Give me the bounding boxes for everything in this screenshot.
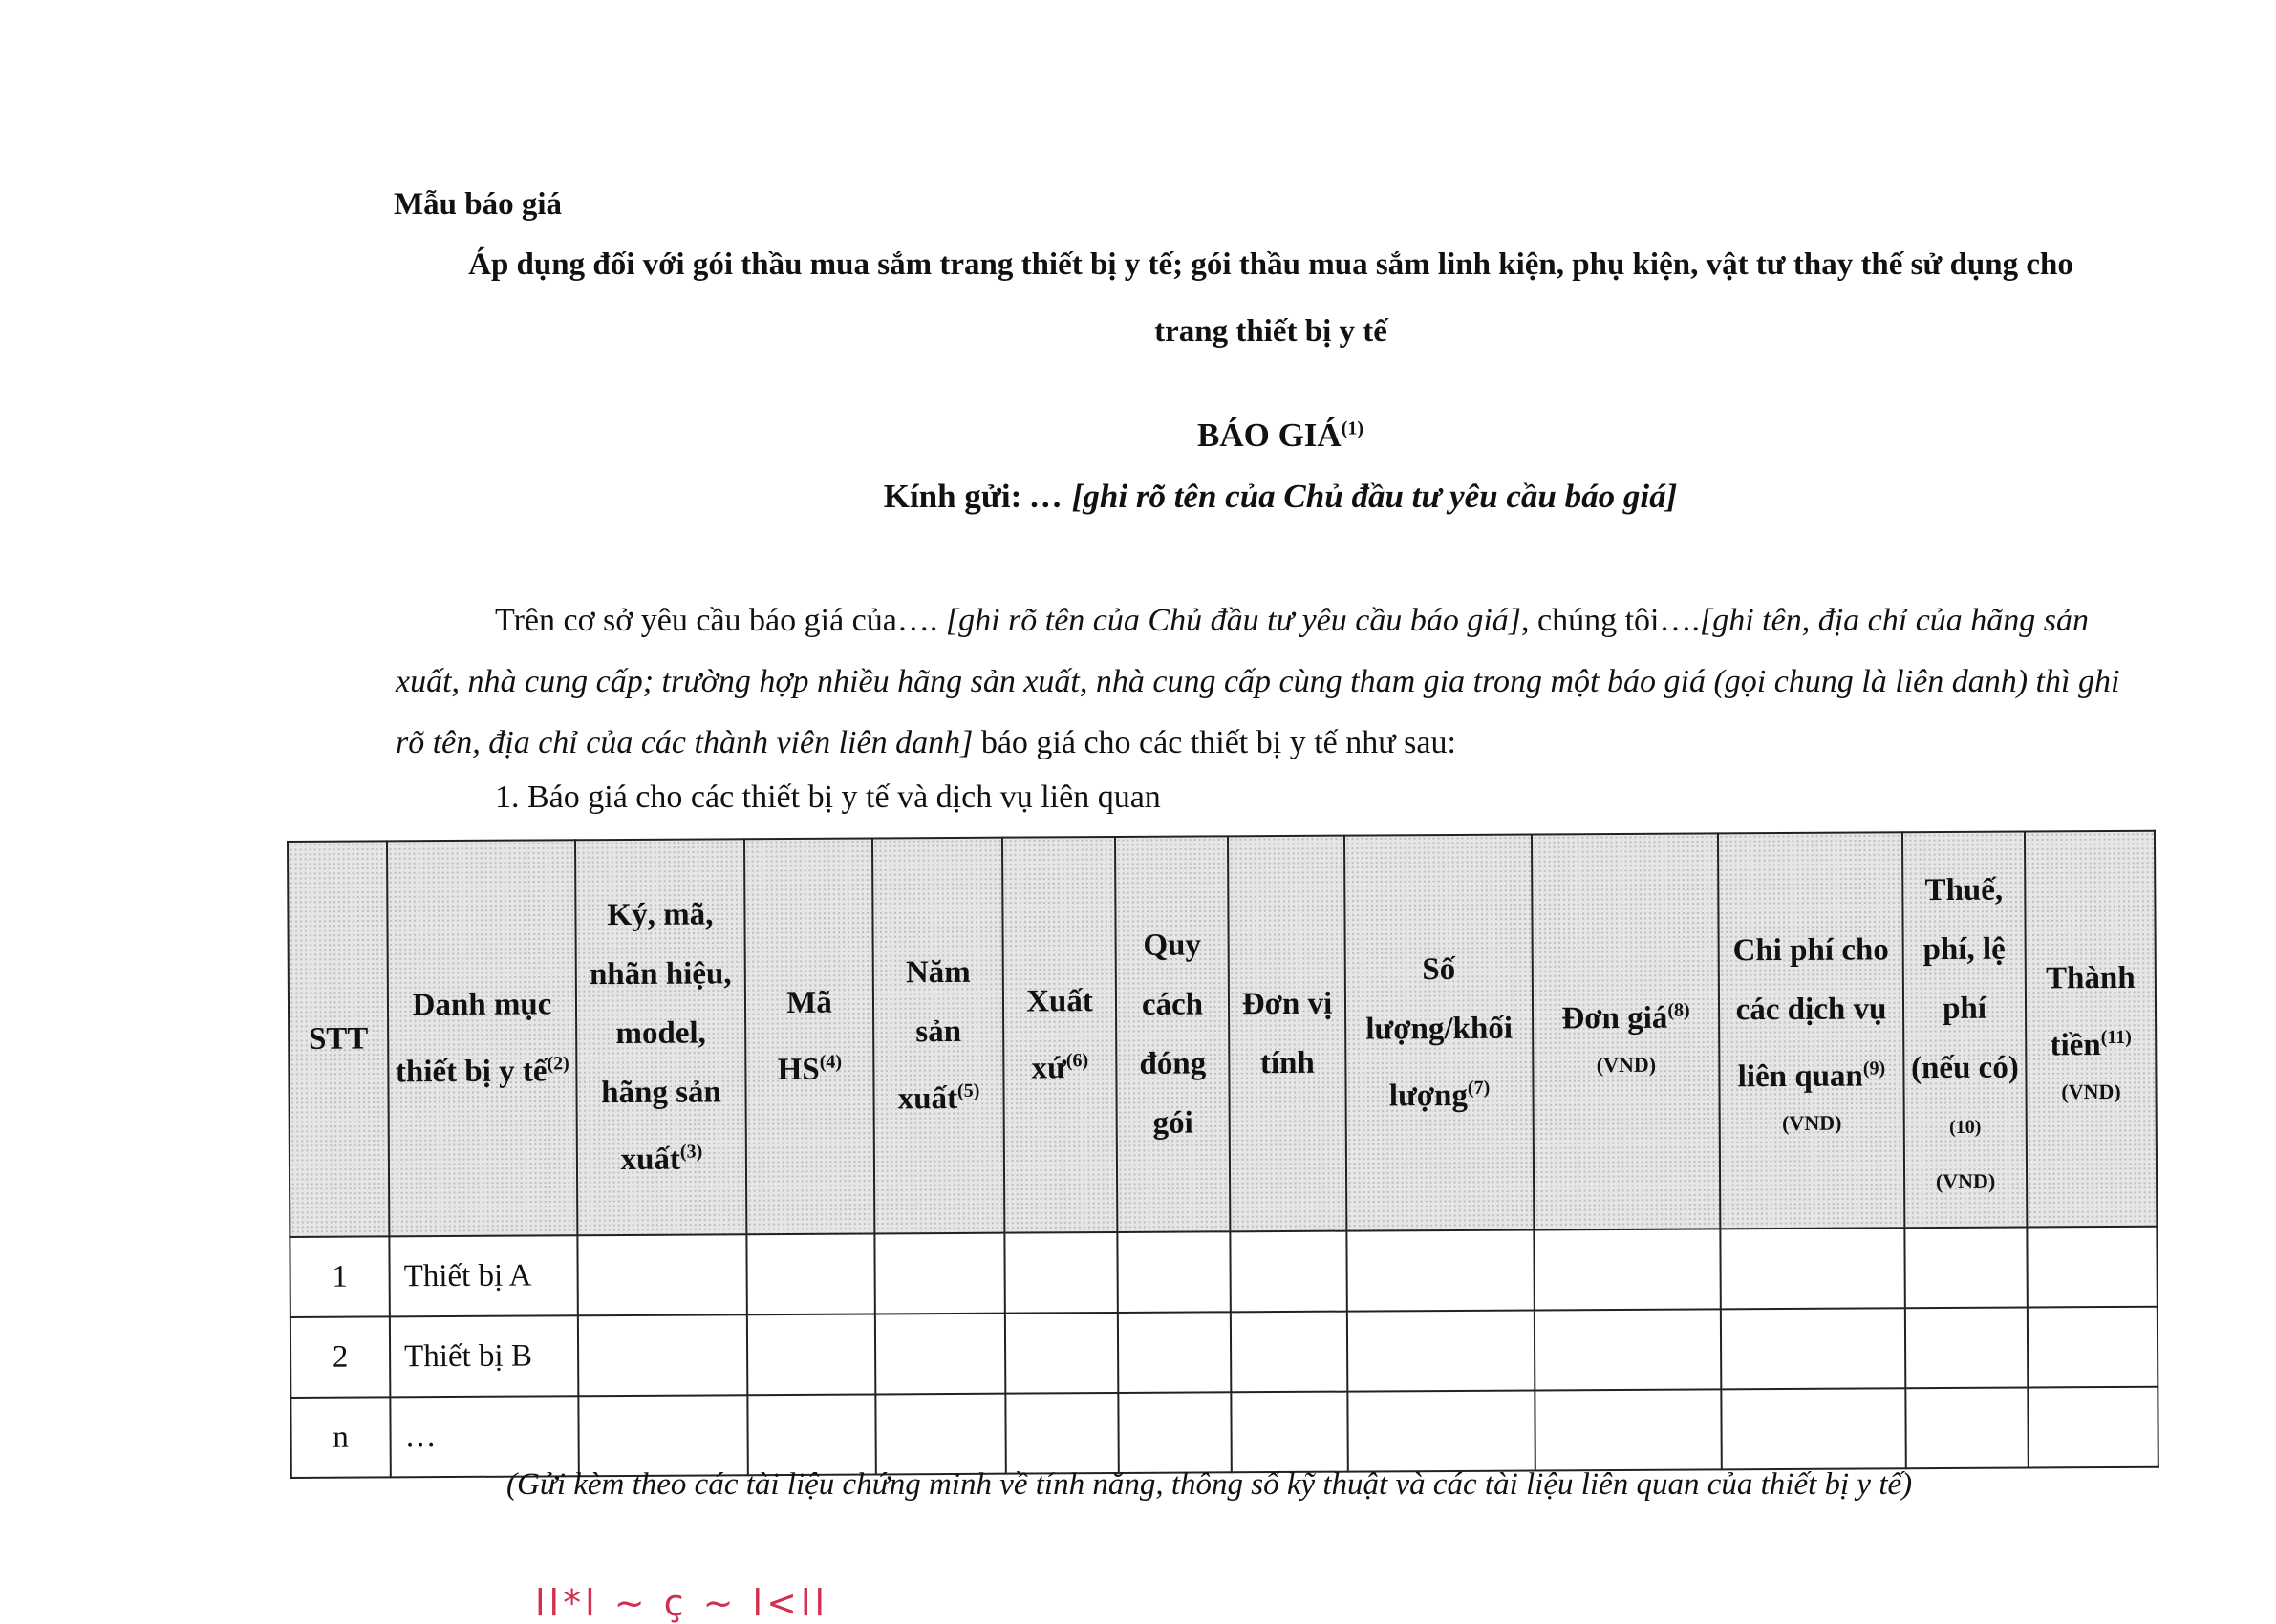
quotation-table xyxy=(287,830,2159,1479)
intro-part-5: báo giá cho các thiết bị y tế như sau: xyxy=(973,725,1456,760)
empty-cell xyxy=(1118,1312,1231,1393)
row-device-name: Thiết bị B xyxy=(390,1315,578,1397)
row-stt: 2 xyxy=(290,1316,390,1398)
empty-cell xyxy=(1905,1308,2028,1389)
header-brand-model: Ký, mã, nhãn hiệu, model, hãng sản xuất$^{(3)}$ xyxy=(575,839,746,1235)
empty-cell xyxy=(1535,1389,1721,1470)
empty-cell xyxy=(1230,1231,1346,1313)
empty-cell xyxy=(1117,1231,1230,1313)
empty-cell xyxy=(578,1314,747,1396)
table-row xyxy=(290,1307,2158,1398)
header-tax-fee: Thuế, phí, lệ phí (nếu có)$^{(10)}$ (VND) xyxy=(1902,832,2027,1229)
intro-part-2: [ghi rõ tên của Chủ đầu tư yêu cầu báo giá] xyxy=(937,603,1522,638)
empty-cell xyxy=(2027,1227,2157,1308)
applies-to-text: Áp dụng đối với gói thầu mua sắm trang thiết bị y tế; gói thầu mua sắm linh kiện, phụ kiện, vật tư thay thế sử dụng cho trang thiết bị y tế xyxy=(468,247,2073,349)
header-quantity: Số lượng/khối lượng$^{(7)}$ xyxy=(1344,834,1534,1230)
recipient-placeholder: … [ghi rõ tên của Chủ đầu tư yêu cầu báo giá] xyxy=(1029,478,1678,515)
header-year: Năm sản xuất$^{(5)}$ xyxy=(872,838,1004,1234)
empty-cell xyxy=(1118,1392,1231,1473)
form-name: Mẫu báo giá xyxy=(394,187,563,222)
empty-cell xyxy=(1721,1388,1905,1469)
empty-cell xyxy=(1347,1390,1535,1471)
header-stt: STT xyxy=(288,841,389,1237)
empty-cell xyxy=(2028,1307,2158,1388)
empty-cell xyxy=(2028,1387,2158,1468)
empty-cell xyxy=(874,1233,1004,1314)
empty-cell xyxy=(1904,1228,2027,1309)
handwritten-mark: ll*l ~ ç ~ l<ll xyxy=(535,1582,829,1624)
recipient-label: Kính gửi: xyxy=(883,478,1022,515)
empty-cell xyxy=(1005,1313,1118,1394)
empty-cell xyxy=(1231,1312,1347,1393)
attachment-note: (Gửi kèm theo các tài liệu chứng minh về tính năng, thông số kỹ thuật và các tài liệu liên quan của thiết bị y tế) xyxy=(506,1467,1913,1502)
empty-cell xyxy=(1905,1388,2028,1469)
table-header-row xyxy=(288,831,2157,1237)
empty-cell xyxy=(747,1314,875,1395)
section-1-heading: 1. Báo giá cho các thiết bị y tế và dịch vụ liên quan xyxy=(495,780,1161,815)
recipient-line xyxy=(0,478,2276,516)
empty-cell xyxy=(875,1314,1005,1395)
empty-cell xyxy=(1004,1232,1117,1314)
empty-cell xyxy=(1347,1310,1535,1391)
empty-cell xyxy=(577,1234,746,1315)
header-hs-code: Mã HS$^{(4)}$ xyxy=(744,838,874,1234)
empty-cell xyxy=(578,1395,747,1476)
header-origin: Xuất xứ$^{(6)}$ xyxy=(1002,837,1117,1233)
empty-cell xyxy=(746,1233,874,1314)
header-unit-price: Đơn giá$^{(8)}$ (VND) xyxy=(1532,833,1720,1229)
quotation-table-wrapper xyxy=(287,830,2158,1479)
table-row xyxy=(290,1227,2157,1317)
row-stt: n xyxy=(290,1397,390,1478)
intro-part-1: Trên cơ sở yêu cầu báo giá của…. xyxy=(495,603,938,638)
empty-cell xyxy=(1721,1308,1905,1389)
row-device-name: … xyxy=(390,1396,578,1477)
header-service-cost: Chi phí cho các dịch vụ liên quan$^{(9)}$ (VND) xyxy=(1718,832,1904,1229)
header-total: Thành tiền$^{(11)}$ (VND) xyxy=(2025,831,2157,1228)
empty-cell xyxy=(1346,1229,1534,1311)
table-row xyxy=(290,1387,2158,1478)
empty-cell xyxy=(747,1394,875,1475)
header-packaging: Quy cách đóng gói xyxy=(1115,836,1230,1232)
intro-paragraph xyxy=(396,590,2125,774)
empty-cell xyxy=(1535,1309,1721,1390)
empty-cell xyxy=(1005,1393,1118,1474)
empty-cell xyxy=(875,1394,1005,1475)
intro-part-4: [ghi tên, địa chỉ của hãng sản xuất, nhà cung cấp; trường hợp nhiều hãng sản xuất, nhà cung cấp cùng tham gia trong một báo giá (gọi chung là liên danh) thì ghi rõ tên, địa chỉ của các thành viên liên danh] xyxy=(396,603,2120,760)
document-title xyxy=(0,417,2276,455)
intro-part-3: , chúng tôi…. xyxy=(1521,603,1700,638)
header-device-list: Danh mục thiết bị y tế$^{(2)}$ xyxy=(387,840,577,1236)
empty-cell xyxy=(1534,1229,1720,1310)
title-text: BÁO GIÁ xyxy=(1196,417,1342,454)
empty-cell xyxy=(1720,1228,1904,1309)
empty-cell xyxy=(1231,1392,1347,1473)
row-stt: 1 xyxy=(290,1236,389,1317)
header-unit: Đơn vị tính xyxy=(1228,836,1346,1232)
title-footnote: (1) xyxy=(1341,417,1364,439)
row-device-name: Thiết bị A xyxy=(389,1235,577,1316)
